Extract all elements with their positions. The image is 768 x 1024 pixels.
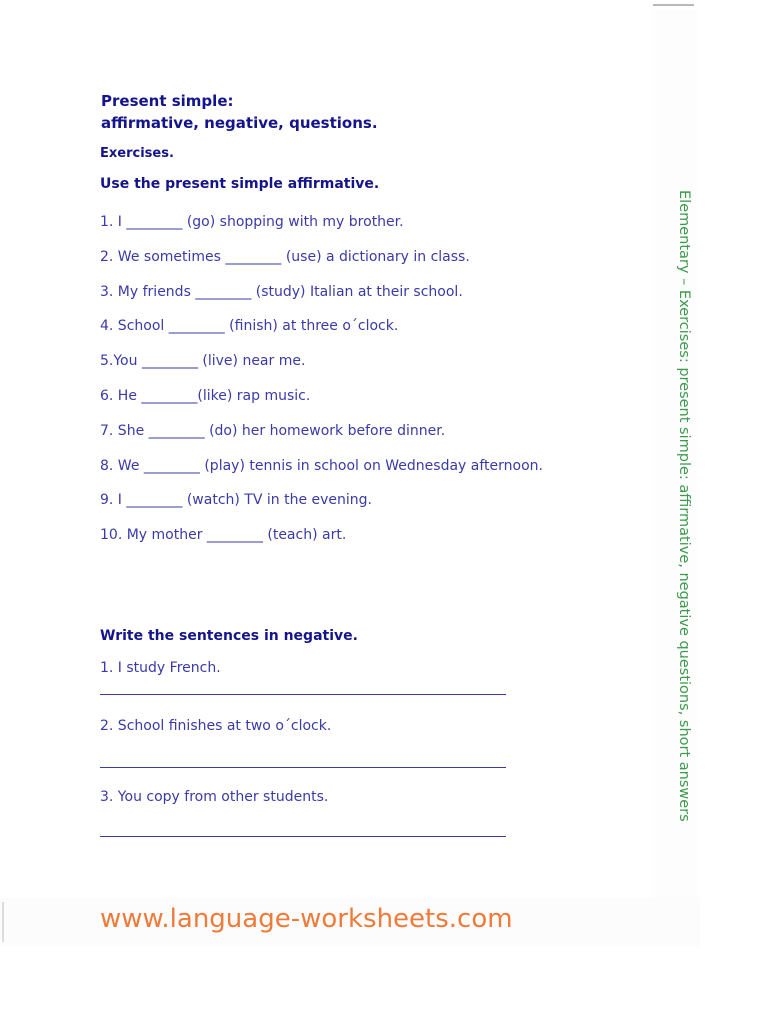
answer-line [100, 767, 506, 768]
exercise-item: 7. She ________ (do) her homework before dinner. [100, 422, 446, 439]
side-caption: Elementary – Exercises: present simple: affirmative, negative questions, short answers [676, 190, 692, 822]
footer-url-link[interactable]: www.language-worksheets.com [100, 904, 513, 934]
exercise-item: 10. My mother ________ (teach) art. [100, 527, 347, 544]
exercise-item: 3. My friends ________ (study) Italian at their school. [100, 283, 463, 300]
exercise-item: 9. I ________ (watch) TV in the evening. [100, 492, 373, 509]
answer-line [100, 836, 506, 837]
exercise-item: 1. I ________ (go) shopping with my brother. [100, 214, 404, 230]
exercise-item: 2. We sometimes ________ (use) a dictionary in class. [100, 248, 470, 265]
exercise-item: 5.You ________ (live) near me. [100, 353, 306, 370]
section1-instruction: Use the present simple affirmative. [100, 176, 380, 192]
section1-exercise-list [100, 212, 543, 560]
top-rule [653, 4, 694, 6]
page-title-line1: Present simple: [101, 92, 234, 110]
exercise-item: 8. We ________ (play) tennis in school on Wednesday afternoon. [100, 457, 543, 474]
negative-item: 1. I study French. [100, 660, 221, 676]
answer-line [100, 694, 506, 695]
negative-item: 3. You copy from other students. [100, 789, 329, 805]
negative-item: 2. School finishes at two o´clock. [100, 718, 332, 734]
exercise-item: 6. He ________(like) rap music. [100, 387, 311, 404]
footer-mark [2, 902, 4, 942]
exercise-item: 4. School ________ (finish) at three o´clock. [100, 318, 399, 335]
exercises-label: Exercises. [100, 146, 174, 161]
page-title-line2: affirmative, negative, questions. [101, 114, 378, 132]
section2-instruction: Write the sentences in negative. [100, 628, 358, 644]
